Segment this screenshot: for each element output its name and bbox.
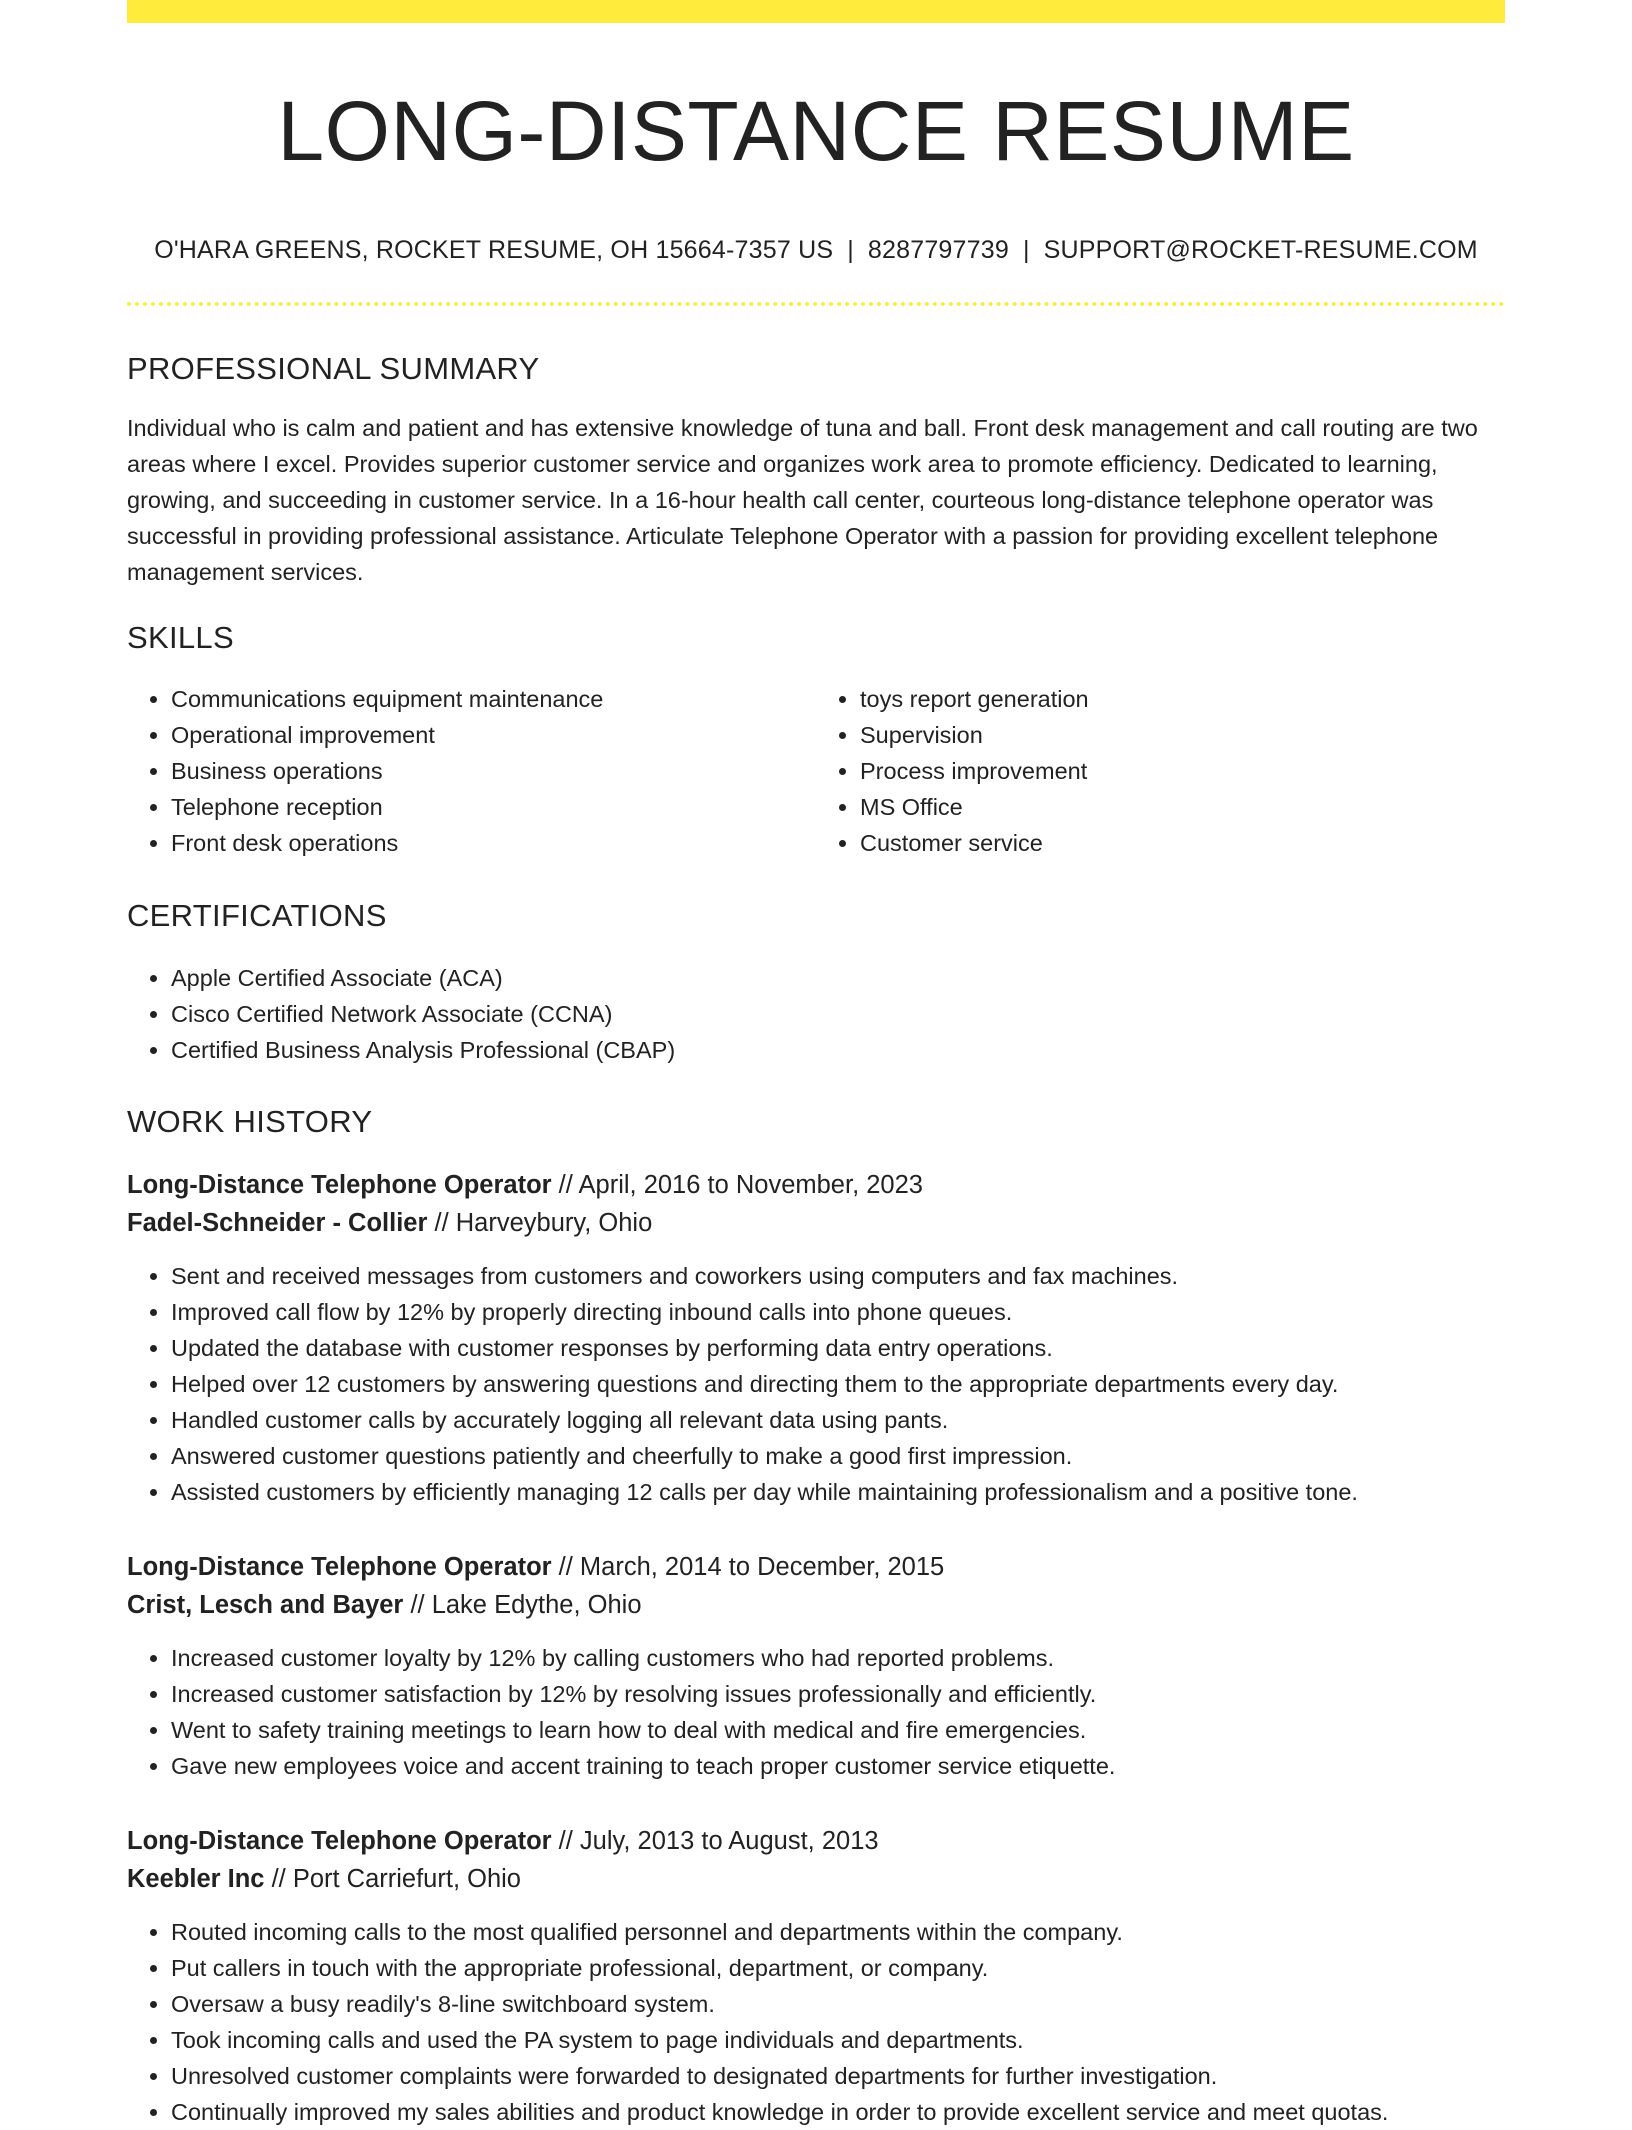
resume-page — [127, 0, 1505, 2130]
section-title-summary: PROFESSIONAL SUMMARY — [127, 351, 540, 387]
job-bullet: • Updated the database with customer responses by performing data entry operations. — [171, 1330, 1505, 1366]
job-entry — [127, 1166, 1505, 1510]
skill-item: • Telephone reception — [171, 789, 816, 825]
job-bullet: • Routed incoming calls to the most qualified personnel and departments within the company. — [171, 1914, 1505, 1950]
job-bullet: • Went to safety training meetings to learn how to deal with medical and fire emergencies. — [171, 1712, 1505, 1748]
skills-list-right — [816, 681, 1505, 861]
job-bullet: • Sent and received messages from customers and coworkers using computers and fax machines. — [171, 1258, 1505, 1294]
skill-item: • toys report generation — [860, 681, 1505, 717]
job-bullet: • Answered customer questions patiently and cheerfully to make a good first impression. — [171, 1438, 1505, 1474]
contact-separator: | — [1022, 236, 1030, 265]
contact-email: SUPPORT@ROCKET-RESUME.COM — [1043, 236, 1478, 265]
job-company: Keebler Inc — [127, 1865, 265, 1894]
job-company: Fadel-Schneider - Collier — [127, 1209, 428, 1238]
accent-top-bar — [127, 0, 1505, 23]
job-company-line — [127, 1860, 1505, 1898]
skill-item: • Customer service — [860, 825, 1505, 861]
job-role: Long-Distance Telephone Operator — [127, 1827, 552, 1856]
resume-name: LONG-DISTANCE RESUME — [277, 84, 1355, 178]
skill-item: • Front desk operations — [171, 825, 816, 861]
job-bullet: • Increased customer satisfaction by 12% by resolving issues professionally and efficiently. — [171, 1676, 1505, 1712]
section-title-skills: SKILLS — [127, 620, 234, 656]
job-bullet: • Gave new employees voice and accent training to teach proper customer service etiquette. — [171, 1748, 1505, 1784]
job-bullet: • Handled customer calls by accurately logging all relevant data using pants. — [171, 1402, 1505, 1438]
job-dates: // April, 2016 to November, 2023 — [551, 1171, 923, 1200]
certification-item: • Cisco Certified Network Associate (CCNA) — [171, 996, 1505, 1032]
job-bullets — [127, 1258, 1505, 1510]
job-company-line — [127, 1204, 1505, 1242]
job-bullet: • Oversaw a busy readily's 8-line switchboard system. — [171, 1986, 1505, 2022]
job-bullet: • Improved call flow by 12% by properly directing inbound calls into phone queues. — [171, 1294, 1505, 1330]
job-bullet: • Continually improved my sales abilities and product knowledge in order to provide excellent service and meet quotas. — [171, 2094, 1505, 2130]
job-role: Long-Distance Telephone Operator — [127, 1171, 552, 1200]
certification-item: • Certified Business Analysis Professional (CBAP) — [171, 1032, 1505, 1068]
job-company-line — [127, 1586, 1505, 1624]
job-role-line — [127, 1822, 1505, 1860]
job-role-line — [127, 1166, 1505, 1204]
skill-item: • MS Office — [860, 789, 1505, 825]
certifications-list — [127, 960, 1505, 1068]
job-company: Crist, Lesch and Bayer — [127, 1591, 404, 1620]
summary-text: Individual who is calm and patient and has extensive knowledge of tuna and ball. Front desk management and call routing are two areas where I excel. Provides superior customer service and organizes work area to promote efficiency. Dedicated to learning, growing, and succeeding in customer service. In a 16-hour health call center, courteous long-distance telephone operator was successful in providing professional assistance. Articulate Telephone Operator with a passion for providing excellent telephone management services. — [127, 415, 1478, 586]
certification-item: • Apple Certified Associate (ACA) — [171, 960, 1505, 996]
job-location: // Port Carriefurt, Ohio — [264, 1865, 521, 1894]
job-bullet: • Put callers in touch with the appropriate professional, department, or company. — [171, 1950, 1505, 1986]
job-entry — [127, 1548, 1505, 1784]
job-dates: // July, 2013 to August, 2013 — [551, 1827, 879, 1856]
skill-item: • Process improvement — [860, 753, 1505, 789]
section-title-work-history: WORK HISTORY — [127, 1104, 373, 1140]
skills-list-left — [127, 681, 816, 861]
job-bullets — [127, 1914, 1505, 2130]
job-bullet: • Assisted customers by efficiently managing 12 calls per day while maintaining professionalism and a positive tone. — [171, 1474, 1505, 1510]
job-bullets — [127, 1640, 1505, 1784]
skills-grid — [127, 681, 1505, 861]
job-bullet: • Unresolved customer complaints were forwarded to designated departments for further investigation. — [171, 2058, 1505, 2094]
job-bullet: • Helped over 12 customers by answering questions and directing them to the appropriate departments every day. — [171, 1366, 1505, 1402]
job-dates: // March, 2014 to December, 2015 — [551, 1553, 945, 1582]
job-bullet: • Took incoming calls and used the PA system to page individuals and departments. — [171, 2022, 1505, 2058]
job-role: Long-Distance Telephone Operator — [127, 1553, 552, 1582]
skill-item: • Communications equipment maintenance — [171, 681, 816, 717]
job-bullet: • Increased customer loyalty by 12% by calling customers who had reported problems. — [171, 1640, 1505, 1676]
job-location: // Harveybury, Ohio — [427, 1209, 653, 1238]
job-role-line — [127, 1548, 1505, 1586]
contact-separator: | — [847, 236, 854, 265]
skill-item: • Business operations — [171, 753, 816, 789]
job-entry — [127, 1822, 1505, 2130]
skill-item: • Supervision — [860, 717, 1505, 753]
job-location: // Lake Edythe, Ohio — [403, 1591, 642, 1620]
contact-phone: 8287797739 — [867, 236, 1009, 265]
dotted-divider — [127, 302, 1505, 306]
skill-item: • Operational improvement — [171, 717, 816, 753]
section-title-certifications: CERTIFICATIONS — [127, 898, 387, 934]
contact-address: O'HARA GREENS, ROCKET RESUME, OH 15664-7357 US — [154, 236, 834, 265]
contact-line — [127, 236, 1505, 265]
